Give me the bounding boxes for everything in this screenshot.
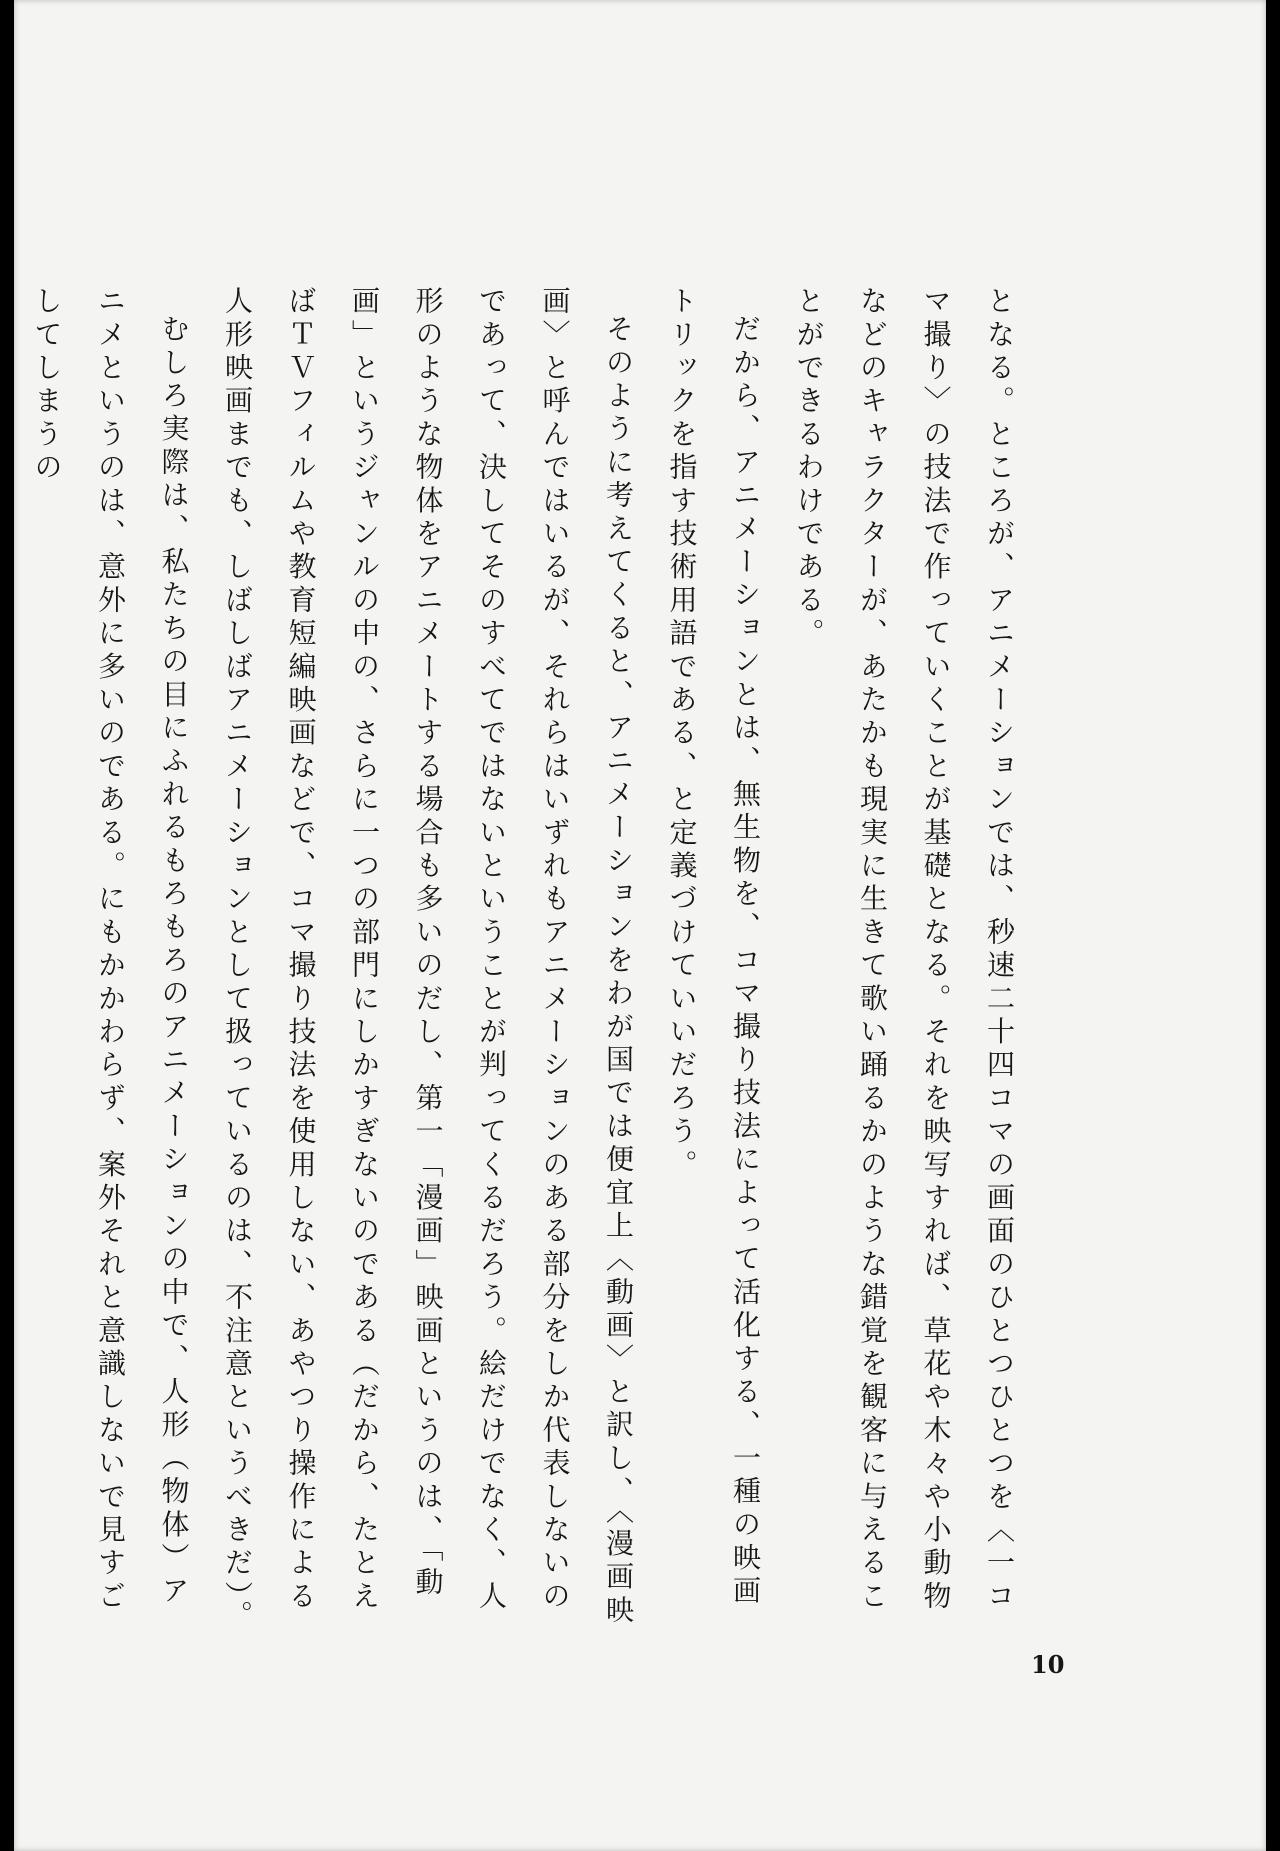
paragraph: だから、アニメーションとは、無生物を、コマ撮り技法によって活化する、一種の映画トリックを指す技術用語である、と定義づけていいだろう。 bbox=[665, 286, 762, 1609]
page-number: 10 bbox=[1031, 1650, 1065, 1679]
paragraph: そのように考えてくると、アニメーションをわが国では便宜上〈動画〉と訳し、〈漫画映画〉と呼んではいるが、それらはいずれもアニメーションのある部分をしか代表しないのであって、決してそのすべてではないということが判ってくるだろう。絵だけでなく、人形のような物体をアニメートする場合も多いのだし、第一「漫画」映画というのは、「動画」というジャンルの中の、さらに一つの部門にしかすぎないのである（だから、たとえばＴＶフィルムや教育短編映画などで、コマ撮り技法を使用しない、あやつり操作による人形映画までも、しばしばアニメーションとして扱っているのは、不注意というべきだ）。 bbox=[221, 286, 635, 1634]
book-page bbox=[14, 0, 1266, 1851]
vertical-text-body bbox=[30, 286, 1031, 1636]
paragraph: となる。ところが、アニメーションでは、秒速二十四コマの画面のひとつひとつを〈一コマ撮り〉の技法で作っていくことが基礎となる。それを映写すれば、草花や木々や小動物などのキャラクターが、あたかも現実に生きて歌い踊るかのような錯覚を観客に与えることができるわけである。 bbox=[792, 286, 1016, 1614]
paragraph: むしろ実際は、私たちの目にふれるもろもろのアニメーションの中で、人形（物体）アニメというのは、意外に多いのである。にもかかわらず、案外それと意識しないで見すごしてしまうの bbox=[30, 286, 191, 1614]
